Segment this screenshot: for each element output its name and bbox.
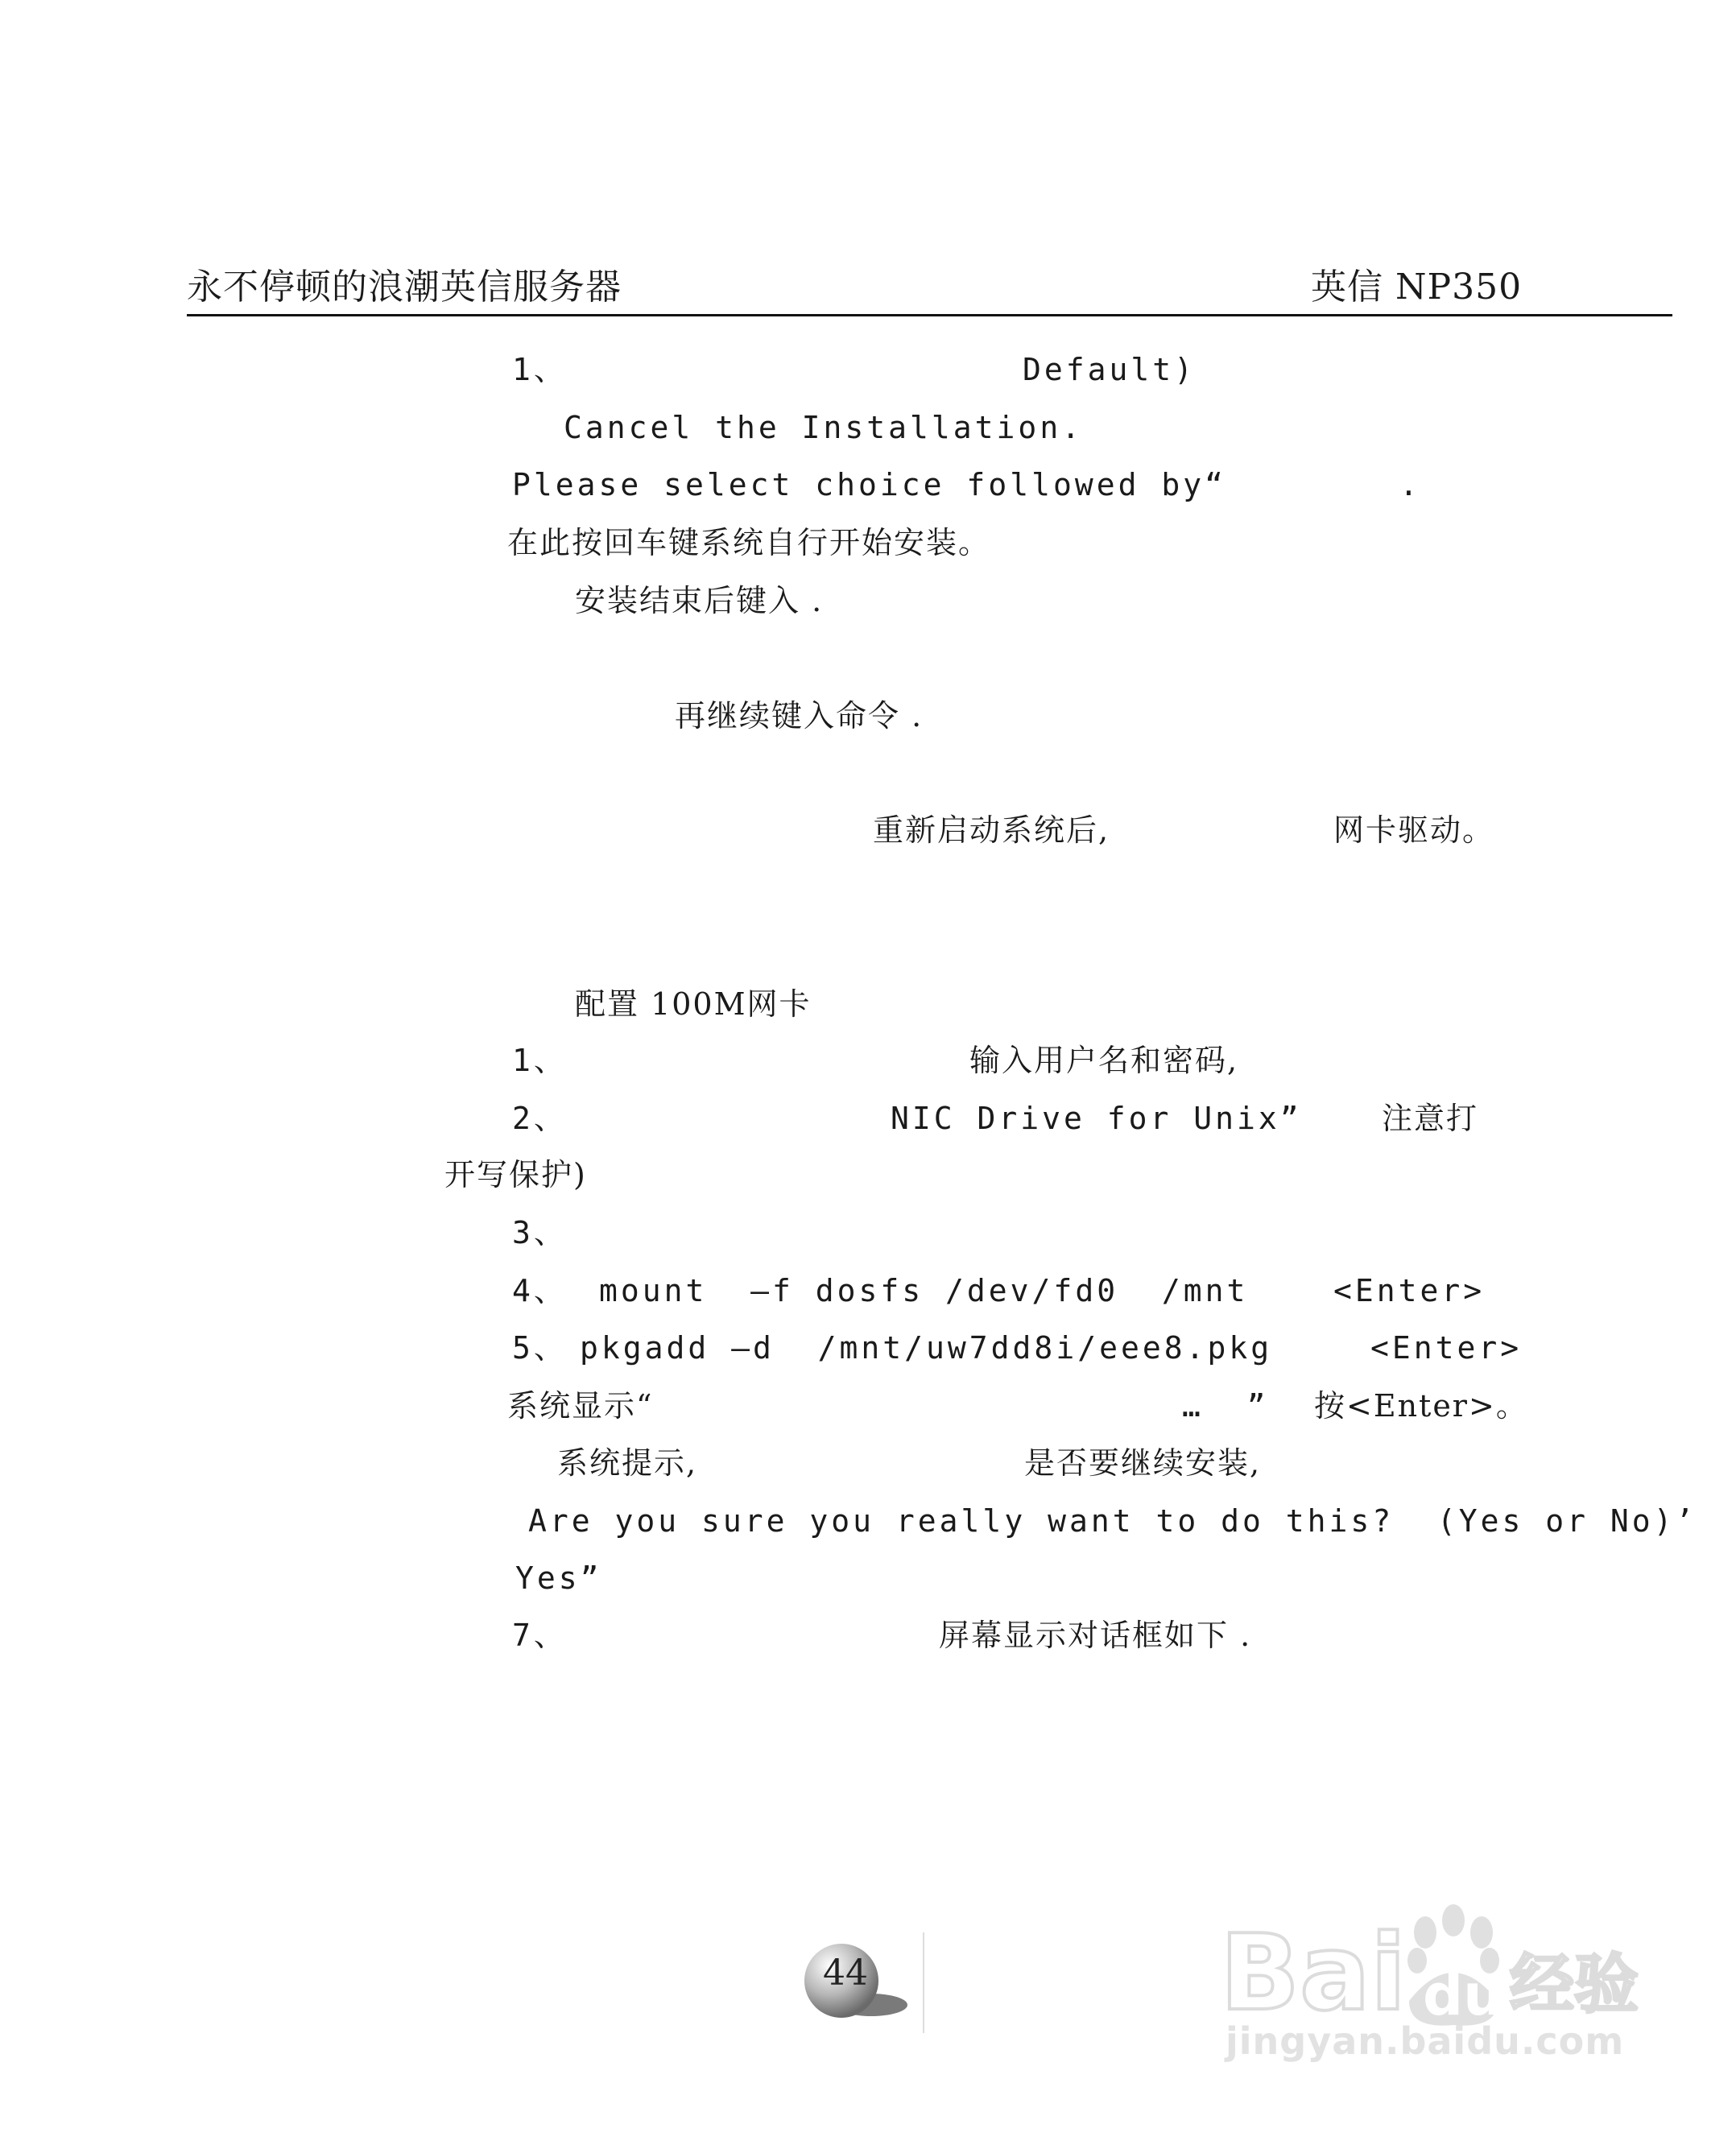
- step-1-number: 1、: [512, 1043, 568, 1078]
- step-5-key: <Enter>: [1370, 1330, 1523, 1366]
- step-2-text: NIC Drive for Unix”: [891, 1101, 1302, 1136]
- step-3-number: 3、: [512, 1215, 568, 1250]
- line-reboot-b: 网卡驱动。: [1333, 812, 1495, 848]
- step-4-key: <Enter>: [1333, 1273, 1486, 1308]
- line-continue-install-question: 是否要继续安装,: [1024, 1445, 1262, 1481]
- step-4-number: 4、: [512, 1273, 568, 1308]
- svg-text:Bai: Bai: [1220, 1911, 1407, 2034]
- step-1-text: 输入用户名和密码,: [969, 1043, 1239, 1078]
- step-4-command: mount —f dosfs /dev/fd0 /mnt: [599, 1273, 1249, 1308]
- header-rule: [187, 314, 1672, 316]
- line-1-number: 1、: [512, 352, 568, 387]
- watermark-domain: jingyan.baidu.com: [1226, 2019, 1625, 2063]
- header-left-title: 永不停顿的浪潮英信服务器: [187, 267, 622, 308]
- step-5-command: pkgadd —d /mnt/uw7dd8i/eee8.pkg: [580, 1330, 1273, 1366]
- line-reboot-a: 重新启动系统后,: [873, 812, 1110, 848]
- step-7-number: 7、: [512, 1618, 568, 1653]
- line-are-you-sure: Are you sure you really want to do this? (Yes or No)’: [528, 1503, 1697, 1539]
- line-system-prompt: 系统提示,: [557, 1445, 698, 1481]
- header-right-title: 英信 NP350: [1311, 267, 1523, 308]
- line-after-install: 安装结束后键入 .: [575, 583, 824, 618]
- step-2-tail: 注意打: [1382, 1101, 1479, 1136]
- page-number: 44: [823, 1953, 868, 1994]
- step-2-number: 2、: [512, 1101, 568, 1136]
- line-system-shows: 系统显示“: [507, 1388, 654, 1424]
- line-press-enter-install: 在此按回车键系统自行开始安装。: [507, 525, 991, 560]
- line-1-default: Default): [1023, 352, 1197, 387]
- svg-text:du: du: [1423, 1962, 1503, 2028]
- step-2-continuation: 开写保护): [444, 1157, 587, 1192]
- section-title: 配置 100M网卡: [575, 986, 812, 1022]
- footer-divider: [923, 1932, 924, 2033]
- line-cancel-installation: Cancel the Installation.: [564, 410, 1084, 445]
- line-please-select: Please select choice followed by“ .: [512, 467, 1421, 502]
- line-continue-command: 再继续键入命令 .: [675, 698, 924, 734]
- line-system-shows-ellipsis: … ”: [1182, 1388, 1269, 1424]
- svg-text:经验: 经验: [1510, 1947, 1639, 2022]
- line-press-enter: 按<Enter>。: [1314, 1388, 1528, 1424]
- line-yes: Yes”: [515, 1560, 602, 1596]
- step-5-number: 5、: [512, 1330, 568, 1366]
- step-7-text: 屏幕显示对话框如下 .: [939, 1618, 1252, 1653]
